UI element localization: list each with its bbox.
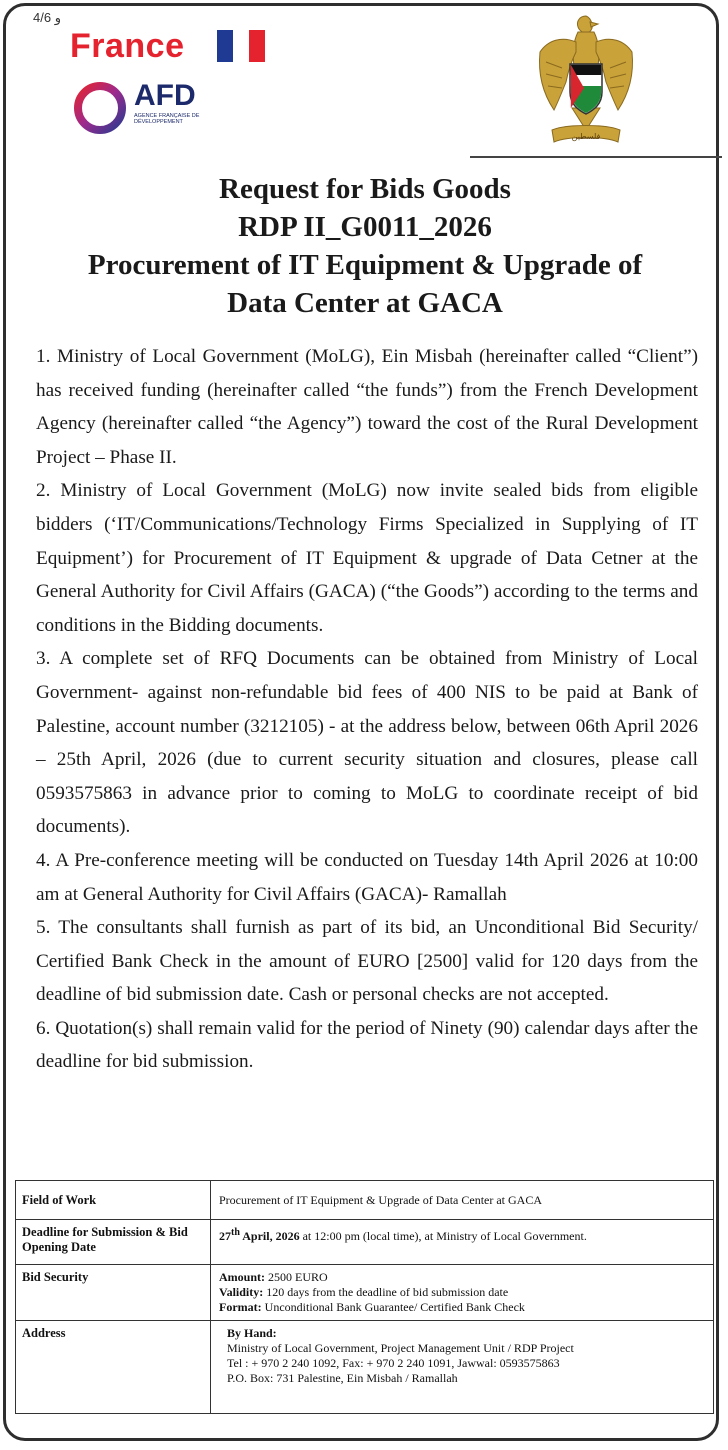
paragraph-2: 2. Ministry of Local Government (MoLG) now invite sealed bids from eligible bidders (‘IT/Communications/Technology Firms Specialized in Supplying of IT Equipment’) for Procurement of IT Equipment & upgrade of Data Cetner at the General Authority for Civil Affairs (GACA) (“the Goods”) according to the terms and conditions in the Bidding documents. (36, 480, 698, 636)
paragraph-1: 1. Ministry of Local Government (MoLG), Ein Misbah (hereinafter called “Client”) has received funding (hereinafter called “the funds”) from the French Development Agency (hereinafter called “the Agency”) toward the cost of the Rural Development Project – Phase II. (36, 346, 698, 468)
deadline-day: 27 (219, 1229, 231, 1243)
by-hand-label: By Hand: (227, 1326, 277, 1340)
table-row (16, 1321, 714, 1414)
address-label: Address (16, 1321, 211, 1414)
bid-security-value (211, 1265, 714, 1321)
format-label: Format: (219, 1300, 262, 1314)
title-line-3: Procurement of IT Equipment & Upgrade of (87, 249, 643, 281)
afd-ring-icon (72, 80, 128, 136)
paragraph-3: 3. A complete set of RFQ Documents can be obtained from Ministry of Local Government- against non-refundable bid fees of 400 NIS to be paid at Bank of Palestine, account number (3212105) - at the address below, between 06th April 2026 – 25th April, 2026 (due to current security situation and closures, please call 0593575863 in advance prior to coming to MoLG to coordinate receipt of bid documents). (36, 648, 698, 838)
address-value (211, 1321, 714, 1414)
paragraph-5: 5. The consultants shall furnish as part of its bid, an Unconditional Bid Security/ Certified Bank Check in the amount of EURO [2500] valid for 120 days from the deadline of bid submission date. Cash or personal checks are not accepted. (36, 917, 698, 1006)
bid-info-table (15, 1180, 714, 1414)
address-line-3: P.O. Box: 731 Palestine, Ein Misbah / Ramallah (227, 1371, 458, 1385)
deadline-details: at 12:00 pm (local time), at Ministry of Local Government. (299, 1229, 587, 1243)
title-line-2: RDP II_G0011_2026 (238, 211, 492, 243)
afd-subtitle: AGENCE FRANÇAISE DE DÉVELOPPEMENT (134, 113, 200, 125)
address-line-1: Ministry of Local Government, Project Management Unit / RDP Project (227, 1341, 574, 1355)
validity-label: Validity: (219, 1285, 264, 1299)
field-of-work-value: Procurement of IT Equipment & Upgrade of Data Center at GACA (211, 1181, 714, 1220)
deadline-date: April, 2026 (239, 1229, 300, 1243)
palestine-eagle-emblem-icon (532, 12, 640, 154)
field-of-work-label: Field of Work (16, 1181, 211, 1220)
afd-wordmark: AFD (134, 79, 196, 112)
deadline-value (211, 1220, 714, 1265)
title-block (20, 170, 710, 322)
france-wordmark: France (70, 27, 185, 65)
emblem-caption: فلسطين (571, 132, 601, 141)
address-line-2: Tel : + 970 2 240 1092, Fax: + 970 2 240 1091, Jawwal: 0593575863 (227, 1356, 560, 1370)
deadline-label: Deadline for Submission & Bid Opening Date (16, 1220, 211, 1265)
validity-value: 120 days from the deadline of bid submission date (263, 1285, 509, 1299)
table-row (16, 1265, 714, 1321)
paragraph-4: 4. A Pre-conference meeting will be conducted on Tuesday 14th April 2026 at 10:00 am at General Authority for Civil Affairs (GACA)- Ramallah (36, 849, 698, 905)
notice-body (36, 340, 698, 1079)
deadline-day-suffix: th (231, 1227, 240, 1238)
table-row (16, 1181, 714, 1220)
paragraph-6: 6. Quotation(s) shall remain valid for the period of Ninety (90) calendar days after the deadline for bid submission. (36, 1017, 698, 1073)
title-line-4: Data Center at GACA (227, 287, 503, 319)
title-line-1: Request for Bids Goods (219, 173, 511, 205)
bid-security-label: Bid Security (16, 1265, 211, 1321)
page-number: ﻭ 4/6 (33, 10, 61, 25)
header-rule (470, 156, 722, 158)
format-value: Unconditional Bank Guarantee/ Certified Bank Check (261, 1300, 525, 1314)
amount-label: Amount: (219, 1270, 266, 1284)
table-row (16, 1220, 714, 1265)
amount-value: 2500 EURO (265, 1270, 328, 1284)
french-flag-icon (217, 30, 265, 62)
